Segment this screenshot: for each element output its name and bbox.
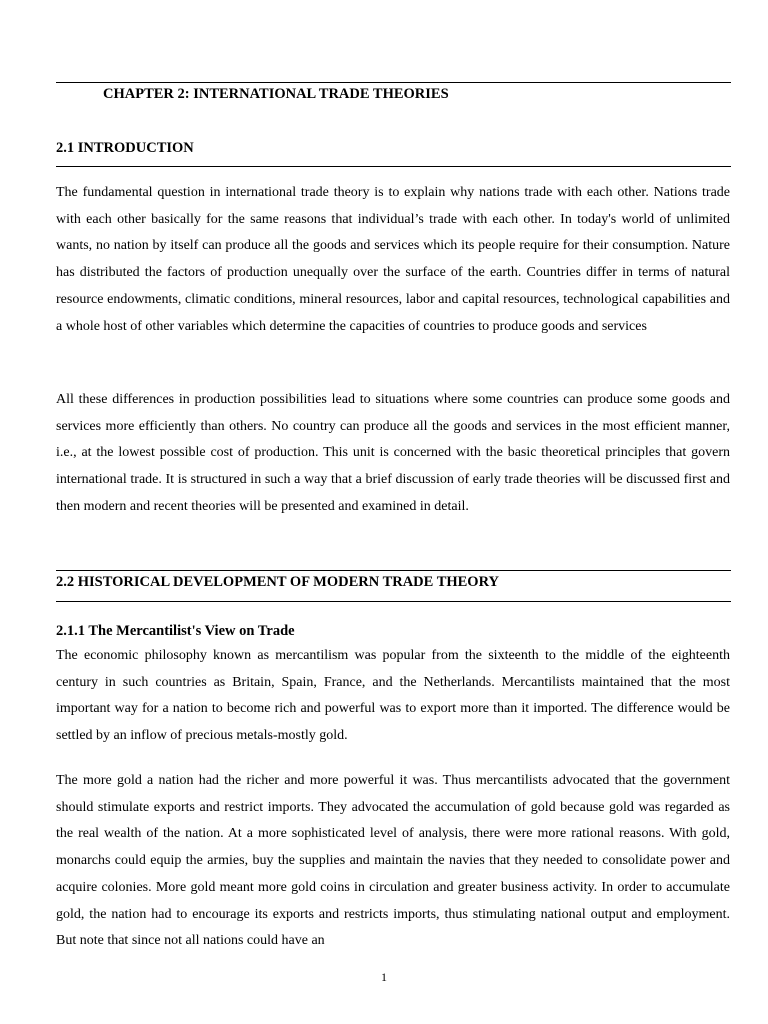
intro-paragraph-1: The fundamental question in international trade theory is to explain why nations trade with each other. Nations trade with each other basically for the same reasons that individual’s trade with each other. In today's world of unlimited wants, no nation by itself can produce all the goods and services which its people require for their consumption. Nature has distributed the factors of production unequally over the surface of the earth. Countries differ in terms of natural resource endowments, climatic conditions, mineral resources, labor and capital resources, technological capabilities and a whole host of other variables which determine the capacities of countries to produce goods and services bbox=[56, 185, 730, 334]
mercantilist-paragraph-2: The more gold a nation had the richer and more powerful it was. Thus mercantilists advocated that the government should stimulate exports and restrict imports. They advocated the accumulation of gold because gold was regarded as the real wealth of the nation. At a more sophisticated level of analysis, there were more rational reasons. With gold, monarchs could equip the armies, buy the supplies and maintain the navies that they needed to consolidate power and acquire colonies. More gold meant more gold coins in circulation and greater business activity. In order to accumulate gold, the nation had to encourage its exports and restricts imports, thus stimulating national output and employment. But note that since not all nations could have an bbox=[56, 773, 730, 949]
page-number: 1 bbox=[381, 970, 387, 984]
subsection-heading-mercantilist: 2.1.1 The Mercantilist's View on Trade bbox=[56, 623, 295, 639]
mercantilist-paragraph-1: The economic philosophy known as mercantilism was popular from the sixteenth to the middle of the eighteenth century in such countries as Britain, Spain, France, and the Netherlands. Mercantilists maintained that the most important way for a nation to become rich and powerful was to export more than it imported. The difference would be settled by an inflow of precious metals-mostly gold. bbox=[56, 648, 730, 744]
intro-paragraph-2: All these differences in production possibilities lead to situations where some countries can produce some goods and services more efficiently than others. No country can produce all the goods and services in the most efficient manner, i.e., at the lowest possible cost of production. This unit is concerned with the basic theoretical principles that govern international trade. It is structured in such a way that a brief discussion of early trade theories will be discussed first and then modern and recent theories will be presented and examined in detail. bbox=[56, 392, 730, 514]
section-heading-history: 2.2 HISTORICAL DEVELOPMENT OF MODERN TRADE THEORY bbox=[56, 574, 500, 590]
history-top-rule bbox=[56, 570, 731, 571]
chapter-top-rule bbox=[56, 82, 731, 83]
chapter-title: CHAPTER 2: INTERNATIONAL TRADE THEORIES bbox=[103, 86, 449, 102]
history-bottom-rule bbox=[56, 601, 731, 602]
intro-heading-rule bbox=[56, 166, 731, 167]
section-heading-introduction: 2.1 INTRODUCTION bbox=[56, 140, 194, 156]
